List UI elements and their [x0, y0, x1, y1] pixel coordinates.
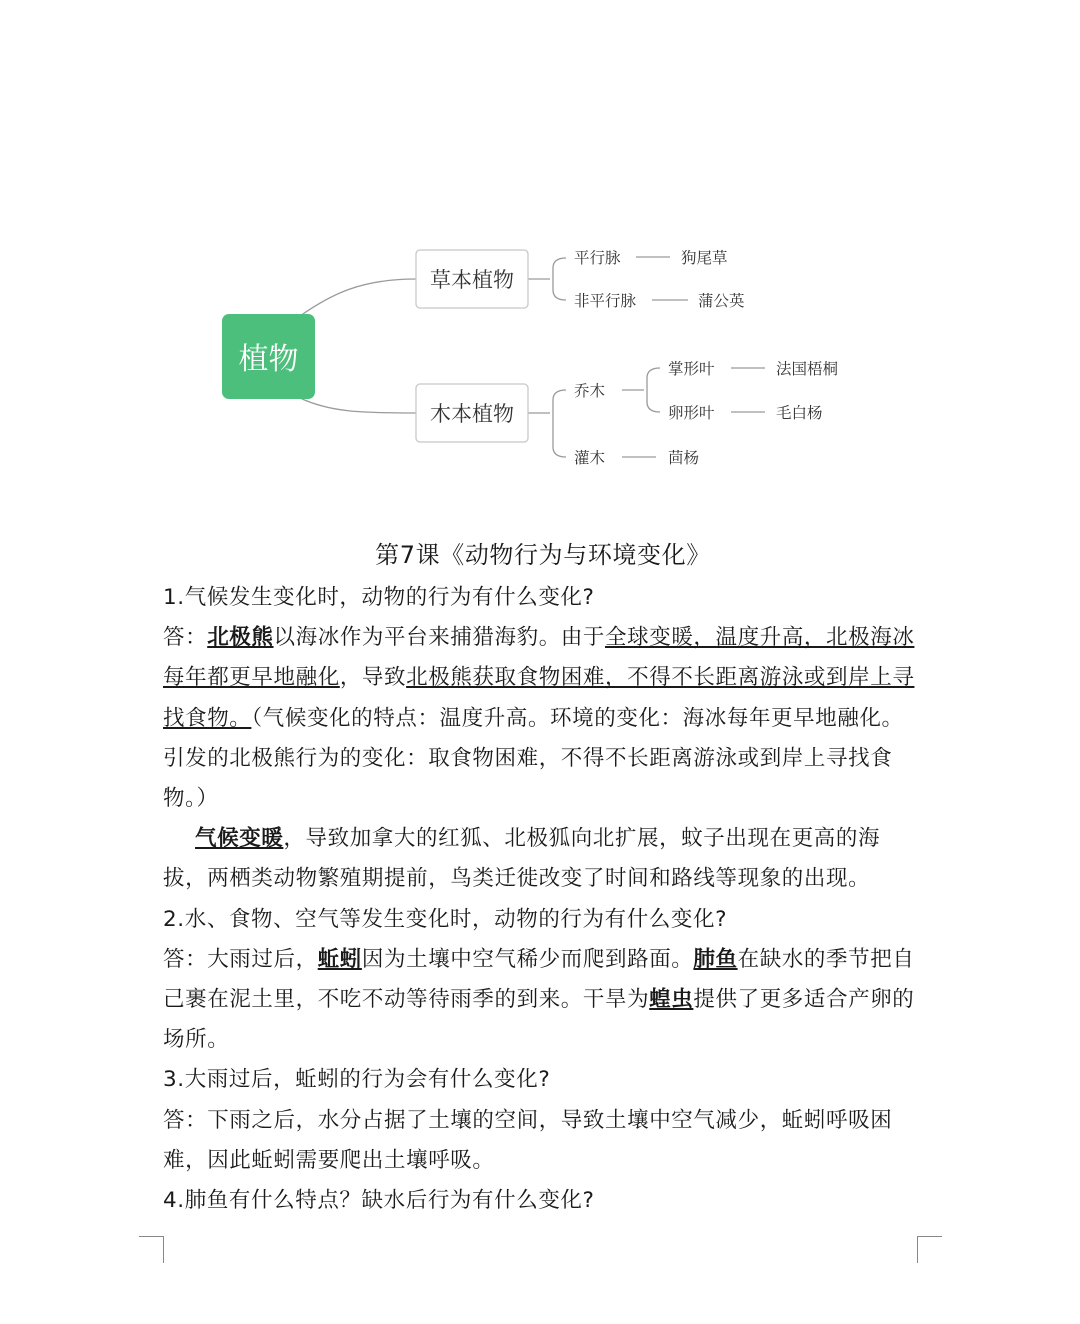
answer-3: 答：下雨之后，水分占据了土壤的空间，导致土壤中空气减少，蚯蚓呼吸困难，因此蚯蚓需要爬出土壤呼吸。 — [163, 1107, 893, 1173]
connector-root-woody — [300, 398, 416, 413]
keyword-earthworm: 蚯蚓 — [317, 946, 362, 972]
answer-1-underline-1: 全球变暖，温度升高，北极海冰每年都更早地融化 — [163, 625, 915, 691]
vein1-label: 平行脉 — [574, 249, 621, 267]
keyword-climate-warming: 气候变暖 — [195, 826, 284, 852]
connector-root-herb — [300, 279, 416, 316]
lesson-article — [163, 532, 923, 1221]
answer-1-text-2: ，导致 — [339, 665, 407, 691]
question-4: 4.肺鱼有什么特点？缺水后行为有什么变化? — [163, 1188, 595, 1214]
answer-1-underline-2: 北极熊获取食物困难，不得不长距离游泳或到岸上寻找食物。 — [163, 665, 915, 731]
woody-label: 木本植物 — [430, 402, 514, 426]
tree-label: 乔木 — [574, 382, 606, 400]
leaf2-example: 毛白杨 — [776, 404, 823, 422]
answer-prefix: 答： — [163, 625, 208, 651]
answer-1-text-1: 以海冰作为平台来捕猎海豹。由于 — [273, 625, 606, 651]
answer-2-text-1: 答：大雨过后， — [163, 946, 318, 972]
page-corner-mark-left — [139, 1236, 164, 1263]
page-corner-mark-right — [917, 1236, 942, 1263]
herb-label: 草本植物 — [430, 268, 514, 292]
paragraph-climate-warming — [163, 819, 923, 899]
plant-mind-map — [0, 0, 1080, 520]
connector-tree-bracket — [622, 368, 660, 412]
answer-1 — [163, 618, 923, 819]
lesson-title: 第7课《动物行为与环境变化》 — [375, 541, 711, 569]
root-label: 植物 — [238, 342, 299, 377]
answer-1-note: （气候变化的特点：温度升高。环境的变化：海冰每年更早地融化。引发的北极熊行为的变化：取食物困难，不得不长距离游泳或到岸上寻找食物。） — [163, 705, 904, 812]
shrub-label: 灌木 — [574, 449, 606, 467]
answer-2-text-3: 在缺水的季节把自己裹在泥土里，不吃不动等待雨季的到来。干旱为 — [163, 946, 915, 1013]
shrub-example: 茴杨 — [668, 449, 700, 467]
answer-2 — [163, 940, 923, 1061]
leaf1-example: 法国梧桐 — [776, 360, 839, 378]
vein2-example: 蒲公英 — [698, 292, 745, 310]
answer-2-text-2: 因为土壤中空气稀少而爬到路面。 — [361, 946, 694, 972]
paragraph-climate-text: ，导致加拿大的红狐、北极狐向北扩展，蚊子出现在更高的海拔，两栖类动物繁殖期提前，鸟类迁徙改变了时间和路线等现象的出现。 — [163, 826, 881, 892]
connector-woody-bracket — [528, 390, 566, 457]
answer-2-text-4: 提供了更多适合产卵的场所。 — [163, 987, 915, 1053]
question-1: 1.气候发生变化时，动物的行为有什么变化? — [163, 585, 595, 610]
vein2-label: 非平行脉 — [574, 292, 637, 310]
keyword-lungfish: 肺鱼 — [693, 946, 738, 972]
question-3: 3.大雨过后，蚯蚓的行为会有什么变化? — [163, 1067, 551, 1093]
question-2: 2.水、食物、空气等发生变化时，动物的行为有什么变化? — [163, 906, 728, 932]
keyword-locust: 蝗虫 — [649, 987, 694, 1013]
vein1-example: 狗尾草 — [681, 249, 728, 267]
connector-herb-bracket — [528, 258, 566, 300]
leaf2-label: 卵形叶 — [668, 404, 715, 422]
leaf1-label: 掌形叶 — [668, 360, 715, 378]
keyword-polar-bear: 北极熊 — [207, 625, 274, 651]
